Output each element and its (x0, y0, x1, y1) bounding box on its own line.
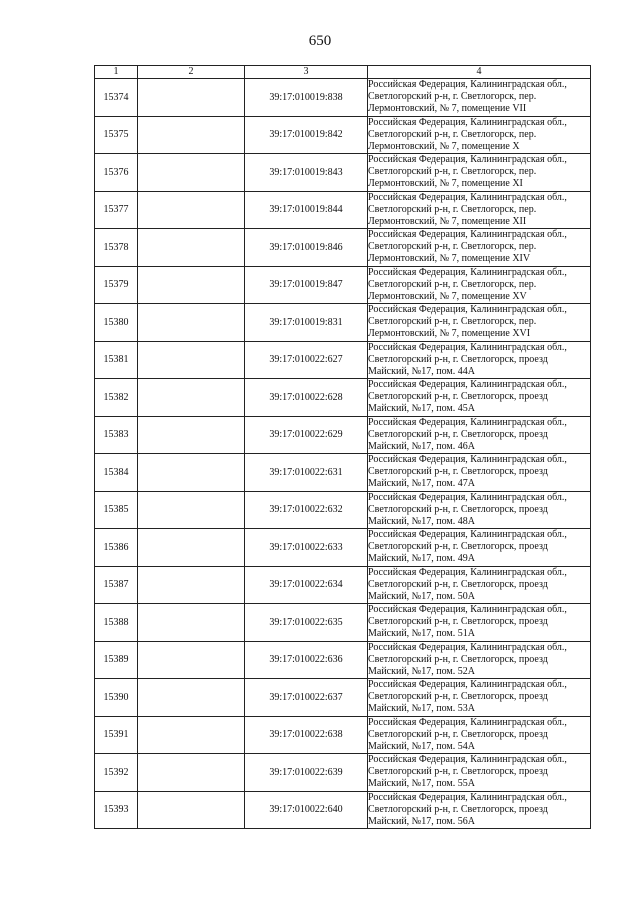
table-row (95, 716, 591, 754)
cadastral-number: 39:17:010022:640 (245, 791, 368, 829)
object-address: Российская Федерация, Калининградская обл., Светлогорский р-н, г. Светлогорск, проезд Майский, №17, пом. 51А (368, 604, 591, 642)
row-number: 15384 (95, 454, 138, 492)
row-number: 15390 (95, 679, 138, 717)
cadastral-number: 39:17:010022:636 (245, 641, 368, 679)
object-address: Российская Федерация, Калининградская обл., Светлогорский р-н, г. Светлогорск, пер. Лермонтовский, № 7, помещение XI (368, 154, 591, 192)
column-header-1: 1 (95, 66, 138, 79)
object-address: Российская Федерация, Калининградская обл., Светлогорский р-н, г. Светлогорск, проезд Майский, №17, пом. 54А (368, 716, 591, 754)
object-address: Российская Федерация, Калининградская обл., Светлогорский р-н, г. Светлогорск, проезд Майский, №17, пом. 48А (368, 491, 591, 529)
cadastral-number: 39:17:010022:631 (245, 454, 368, 492)
cadastral-number: 39:17:010019:838 (245, 79, 368, 117)
row-number: 15388 (95, 604, 138, 642)
table-row (95, 154, 591, 192)
object-address: Российская Федерация, Калининградская обл., Светлогорский р-н, г. Светлогорск, пер. Лермонтовский, № 7, помещение XII (368, 191, 591, 229)
table-row (95, 529, 591, 567)
column-header-2: 2 (138, 66, 245, 79)
row-column-2 (138, 491, 245, 529)
object-address: Российская Федерация, Калининградская обл., Светлогорский р-н, г. Светлогорск, пер. Лермонтовский, № 7, помещение XIV (368, 229, 591, 267)
cadastral-number: 39:17:010022:628 (245, 379, 368, 417)
table-row (95, 641, 591, 679)
row-number: 15391 (95, 716, 138, 754)
table-row (95, 491, 591, 529)
table-row (95, 416, 591, 454)
row-column-2 (138, 341, 245, 379)
row-column-2 (138, 454, 245, 492)
object-address: Российская Федерация, Калининградская обл., Светлогорский р-н, г. Светлогорск, пер. Лермонтовский, № 7, помещение XVI (368, 304, 591, 342)
cadastral-number: 39:17:010022:627 (245, 341, 368, 379)
cadastral-number: 39:17:010022:638 (245, 716, 368, 754)
row-number: 15392 (95, 754, 138, 792)
row-column-2 (138, 566, 245, 604)
row-number: 15381 (95, 341, 138, 379)
row-column-2 (138, 529, 245, 567)
row-number: 15374 (95, 79, 138, 117)
cadastral-number: 39:17:010019:831 (245, 304, 368, 342)
column-header-3: 3 (245, 66, 368, 79)
row-number: 15393 (95, 791, 138, 829)
object-address: Российская Федерация, Калининградская обл., Светлогорский р-н, г. Светлогорск, пер. Лермонтовский, № 7, помещение VII (368, 79, 591, 117)
cadastral-number: 39:17:010019:847 (245, 266, 368, 304)
row-number: 15379 (95, 266, 138, 304)
table-header (95, 66, 591, 79)
object-address: Российская Федерация, Калининградская обл., Светлогорский р-н, г. Светлогорск, проезд Майский, №17, пом. 53А (368, 679, 591, 717)
row-column-2 (138, 754, 245, 792)
row-number: 15376 (95, 154, 138, 192)
cadastral-number: 39:17:010022:634 (245, 566, 368, 604)
row-number: 15375 (95, 116, 138, 154)
table-row (95, 341, 591, 379)
row-column-2 (138, 304, 245, 342)
object-address: Российская Федерация, Калининградская обл., Светлогорский р-н, г. Светлогорск, проезд Майский, №17, пом. 52А (368, 641, 591, 679)
object-address: Российская Федерация, Калининградская обл., Светлогорский р-н, г. Светлогорск, проезд Майский, №17, пом. 49А (368, 529, 591, 567)
table-row (95, 304, 591, 342)
object-address: Российская Федерация, Калининградская обл., Светлогорский р-н, г. Светлогорск, проезд Майский, №17, пом. 55А (368, 754, 591, 792)
row-number: 15389 (95, 641, 138, 679)
cadastral-number: 39:17:010022:635 (245, 604, 368, 642)
cadastral-number: 39:17:010019:844 (245, 191, 368, 229)
row-number: 15377 (95, 191, 138, 229)
row-number: 15386 (95, 529, 138, 567)
row-number: 15387 (95, 566, 138, 604)
row-column-2 (138, 229, 245, 267)
table-row (95, 791, 591, 829)
row-column-2 (138, 191, 245, 229)
row-column-2 (138, 641, 245, 679)
object-address: Российская Федерация, Калининградская обл., Светлогорский р-н, г. Светлогорск, проезд Майский, №17, пом. 44А (368, 341, 591, 379)
row-column-2 (138, 416, 245, 454)
cadastral-number: 39:17:010019:846 (245, 229, 368, 267)
cadastral-number: 39:17:010022:632 (245, 491, 368, 529)
row-number: 15380 (95, 304, 138, 342)
object-address: Российская Федерация, Калининградская обл., Светлогорский р-н, г. Светлогорск, пер. Лермонтовский, № 7, помещение X (368, 116, 591, 154)
column-header-4: 4 (368, 66, 591, 79)
row-column-2 (138, 154, 245, 192)
table-row (95, 604, 591, 642)
table-row (95, 679, 591, 717)
header-row (95, 66, 591, 79)
row-column-2 (138, 266, 245, 304)
object-address: Российская Федерация, Калининградская обл., Светлогорский р-н, г. Светлогорск, проезд Майский, №17, пом. 56А (368, 791, 591, 829)
object-address: Российская Федерация, Калининградская обл., Светлогорский р-н, г. Светлогорск, проезд Майский, №17, пом. 45А (368, 379, 591, 417)
row-column-2 (138, 604, 245, 642)
row-column-2 (138, 716, 245, 754)
table-row (95, 379, 591, 417)
object-address: Российская Федерация, Калининградская обл., Светлогорский р-н, г. Светлогорск, проезд Майский, №17, пом. 47А (368, 454, 591, 492)
row-column-2 (138, 379, 245, 417)
page-number: 650 (308, 33, 332, 49)
row-number: 15382 (95, 379, 138, 417)
table-row (95, 754, 591, 792)
table-row (95, 229, 591, 267)
row-number: 15385 (95, 491, 138, 529)
object-address: Российская Федерация, Калининградская обл., Светлогорский р-н, г. Светлогорск, пер. Лермонтовский, № 7, помещение XV (368, 266, 591, 304)
cadastral-number: 39:17:010019:842 (245, 116, 368, 154)
table-row (95, 79, 591, 117)
object-address: Российская Федерация, Калининградская обл., Светлогорский р-н, г. Светлогорск, проезд Майский, №17, пом. 46А (368, 416, 591, 454)
table-row (95, 566, 591, 604)
row-column-2 (138, 79, 245, 117)
registry-table (94, 65, 591, 829)
table-row (95, 266, 591, 304)
object-address: Российская Федерация, Калининградская обл., Светлогорский р-н, г. Светлогорск, проезд Майский, №17, пом. 50А (368, 566, 591, 604)
row-column-2 (138, 679, 245, 717)
cadastral-number: 39:17:010022:639 (245, 754, 368, 792)
table-row (95, 191, 591, 229)
table-body (95, 79, 591, 829)
row-number: 15383 (95, 416, 138, 454)
row-number: 15378 (95, 229, 138, 267)
cadastral-number: 39:17:010022:629 (245, 416, 368, 454)
cadastral-number: 39:17:010022:633 (245, 529, 368, 567)
cadastral-number: 39:17:010019:843 (245, 154, 368, 192)
row-column-2 (138, 116, 245, 154)
row-column-2 (138, 791, 245, 829)
table-row (95, 116, 591, 154)
cadastral-number: 39:17:010022:637 (245, 679, 368, 717)
table-row (95, 454, 591, 492)
